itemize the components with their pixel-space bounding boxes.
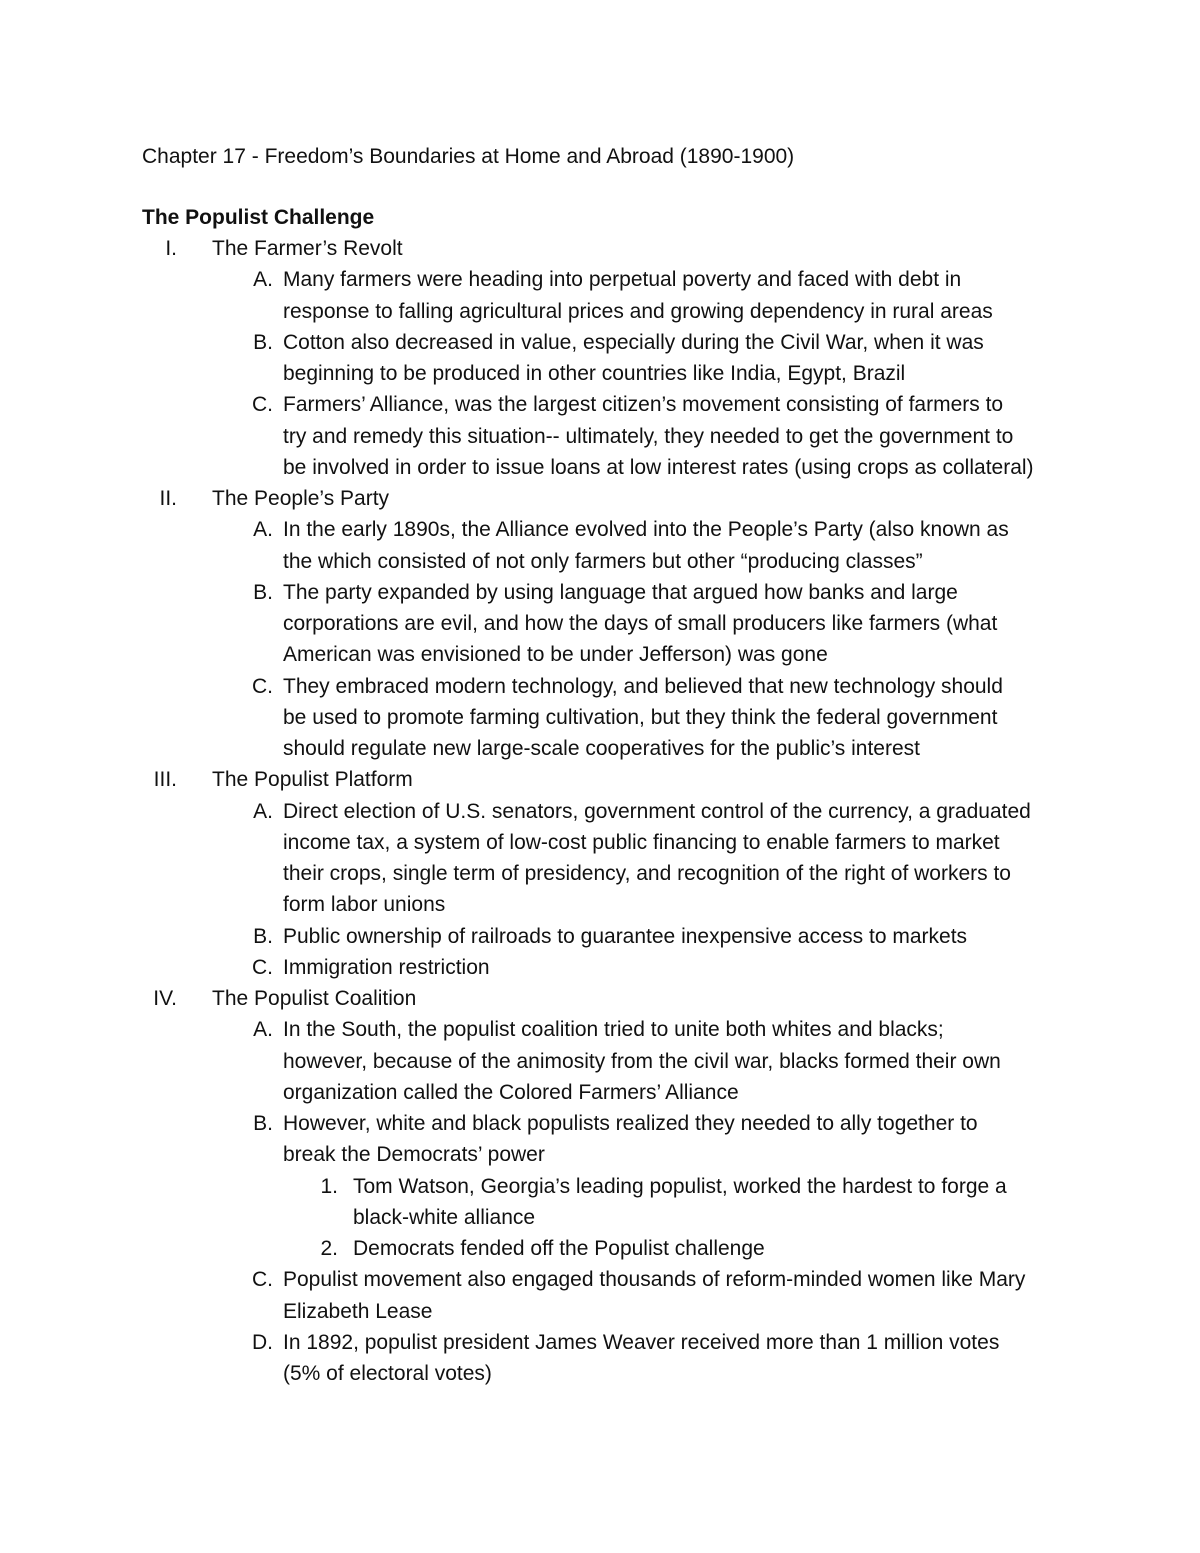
- outline-item-text: In 1892, populist president James Weaver received more than 1 million votes: [283, 1330, 1000, 1354]
- outline-item-text: In the South, the populist coalition tried to unite both whites and blacks;: [283, 1018, 944, 1042]
- outline-item-text: be involved in order to issue loans at low interest rates (using crops as collateral): [283, 455, 1034, 479]
- outline-letter-marker: A.: [253, 799, 273, 823]
- outline-item-text: Immigration restriction: [283, 955, 490, 979]
- outline-roman-numeral: II.: [159, 487, 177, 510]
- outline-letter-marker: C.: [252, 1268, 273, 1292]
- outline-roman-numeral: III.: [153, 768, 177, 792]
- outline-item-text: Farmers’ Alliance, was the largest citizen’s movement consisting of farmers to: [283, 393, 1004, 417]
- outline-item-text: their crops, single term of presidency, and recognition of the right of workers to: [283, 862, 1011, 885]
- outline-item-text: form labor unions: [283, 893, 446, 917]
- outline-letter-marker: C.: [252, 393, 273, 417]
- outline-item-text: (5% of electoral votes): [283, 1362, 492, 1385]
- outline-letter-marker: B.: [253, 924, 273, 948]
- outline-letter-marker: B.: [253, 330, 273, 354]
- outline-item-text: try and remedy this situation-- ultimately, they needed to get the government to: [283, 424, 1014, 448]
- outline-item-text: the which consisted of not only farmers but other “producing classes”: [283, 549, 923, 573]
- outline-letter-marker: B.: [253, 1112, 273, 1135]
- outline-item-text: The party expanded by using language that argued how banks and large: [283, 580, 958, 604]
- outline-item-text: American was envisioned to be under Jefferson) was gone: [283, 643, 828, 667]
- outline-item-text: be used to promote farming cultivation, but they think the federal government: [283, 705, 998, 729]
- outline-roman-numeral: IV.: [153, 987, 177, 1010]
- outline-item-text: Populist movement also engaged thousands of reform-minded women like Mary: [283, 1268, 1026, 1292]
- outline-section-label: The Populist Coalition: [212, 987, 417, 1010]
- outline-item-text: response to falling agricultural prices and growing dependency in rural areas: [283, 299, 993, 323]
- outline-roman-numeral: I.: [165, 237, 177, 260]
- outline-item-text: organization called the Colored Farmers’ Alliance: [283, 1080, 739, 1104]
- outline-item-text: income tax, a system of low-cost public financing to enable farmers to market: [283, 830, 1000, 854]
- outline-letter-marker: B.: [253, 580, 273, 604]
- outline-number-marker: 2.: [320, 1237, 338, 1260]
- outline-item-text: Public ownership of railroads to guarantee inexpensive access to markets: [283, 924, 968, 948]
- outline-letter-marker: C.: [252, 955, 273, 979]
- section-heading: The Populist Challenge: [142, 206, 375, 229]
- outline-item-text: Elizabeth Lease: [283, 1299, 433, 1323]
- outline-section-label: The Farmer’s Revolt: [212, 237, 403, 260]
- outline-letter-marker: A.: [253, 518, 273, 542]
- outline-item-text: Many farmers were heading into perpetual poverty and faced with debt in: [283, 268, 962, 292]
- outline-item-text: They embraced modern technology, and believed that new technology should: [283, 674, 1003, 698]
- outline-item-text: In the early 1890s, the Alliance evolved into the People’s Party (also known as: [283, 518, 1009, 542]
- outline-item-text: should regulate new large-scale cooperatives for the public’s interest: [283, 737, 920, 760]
- document-title: Chapter 17 - Freedom’s Boundaries at Home and Abroad (1890-1900): [142, 145, 795, 168]
- outline-subitem-text: Democrats fended off the Populist challenge: [353, 1237, 765, 1260]
- outline-item-text: however, because of the animosity from the civil war, blacks formed their own: [283, 1049, 1001, 1073]
- outline-subitem-text: Tom Watson, Georgia’s leading populist, worked the hardest to forge a: [353, 1174, 1007, 1198]
- outline-letter-marker: C.: [252, 674, 273, 698]
- outline-item-text: Cotton also decreased in value, especially during the Civil War, when it was: [283, 330, 984, 354]
- outline-number-marker: 1.: [320, 1174, 338, 1198]
- outline-letter-marker: A.: [253, 268, 273, 292]
- outline-letter-marker: A.: [253, 1018, 273, 1042]
- outline-item-text: However, white and black populists realized they needed to ally together to: [283, 1112, 978, 1135]
- outline-section-label: The People’s Party: [212, 487, 390, 510]
- outline-subitem-text: black-white alliance: [353, 1205, 536, 1229]
- outline-item-text: corporations are evil, and how the days of small producers like farmers (what: [283, 612, 998, 635]
- outline-section-label: The Populist Platform: [212, 768, 413, 792]
- outline-letter-marker: D.: [252, 1330, 273, 1354]
- outline-item-text: Direct election of U.S. senators, government control of the currency, a graduated: [283, 799, 1031, 823]
- outline-item-text: beginning to be produced in other countries like India, Egypt, Brazil: [283, 362, 906, 385]
- outline-item-text: break the Democrats’ power: [283, 1143, 545, 1167]
